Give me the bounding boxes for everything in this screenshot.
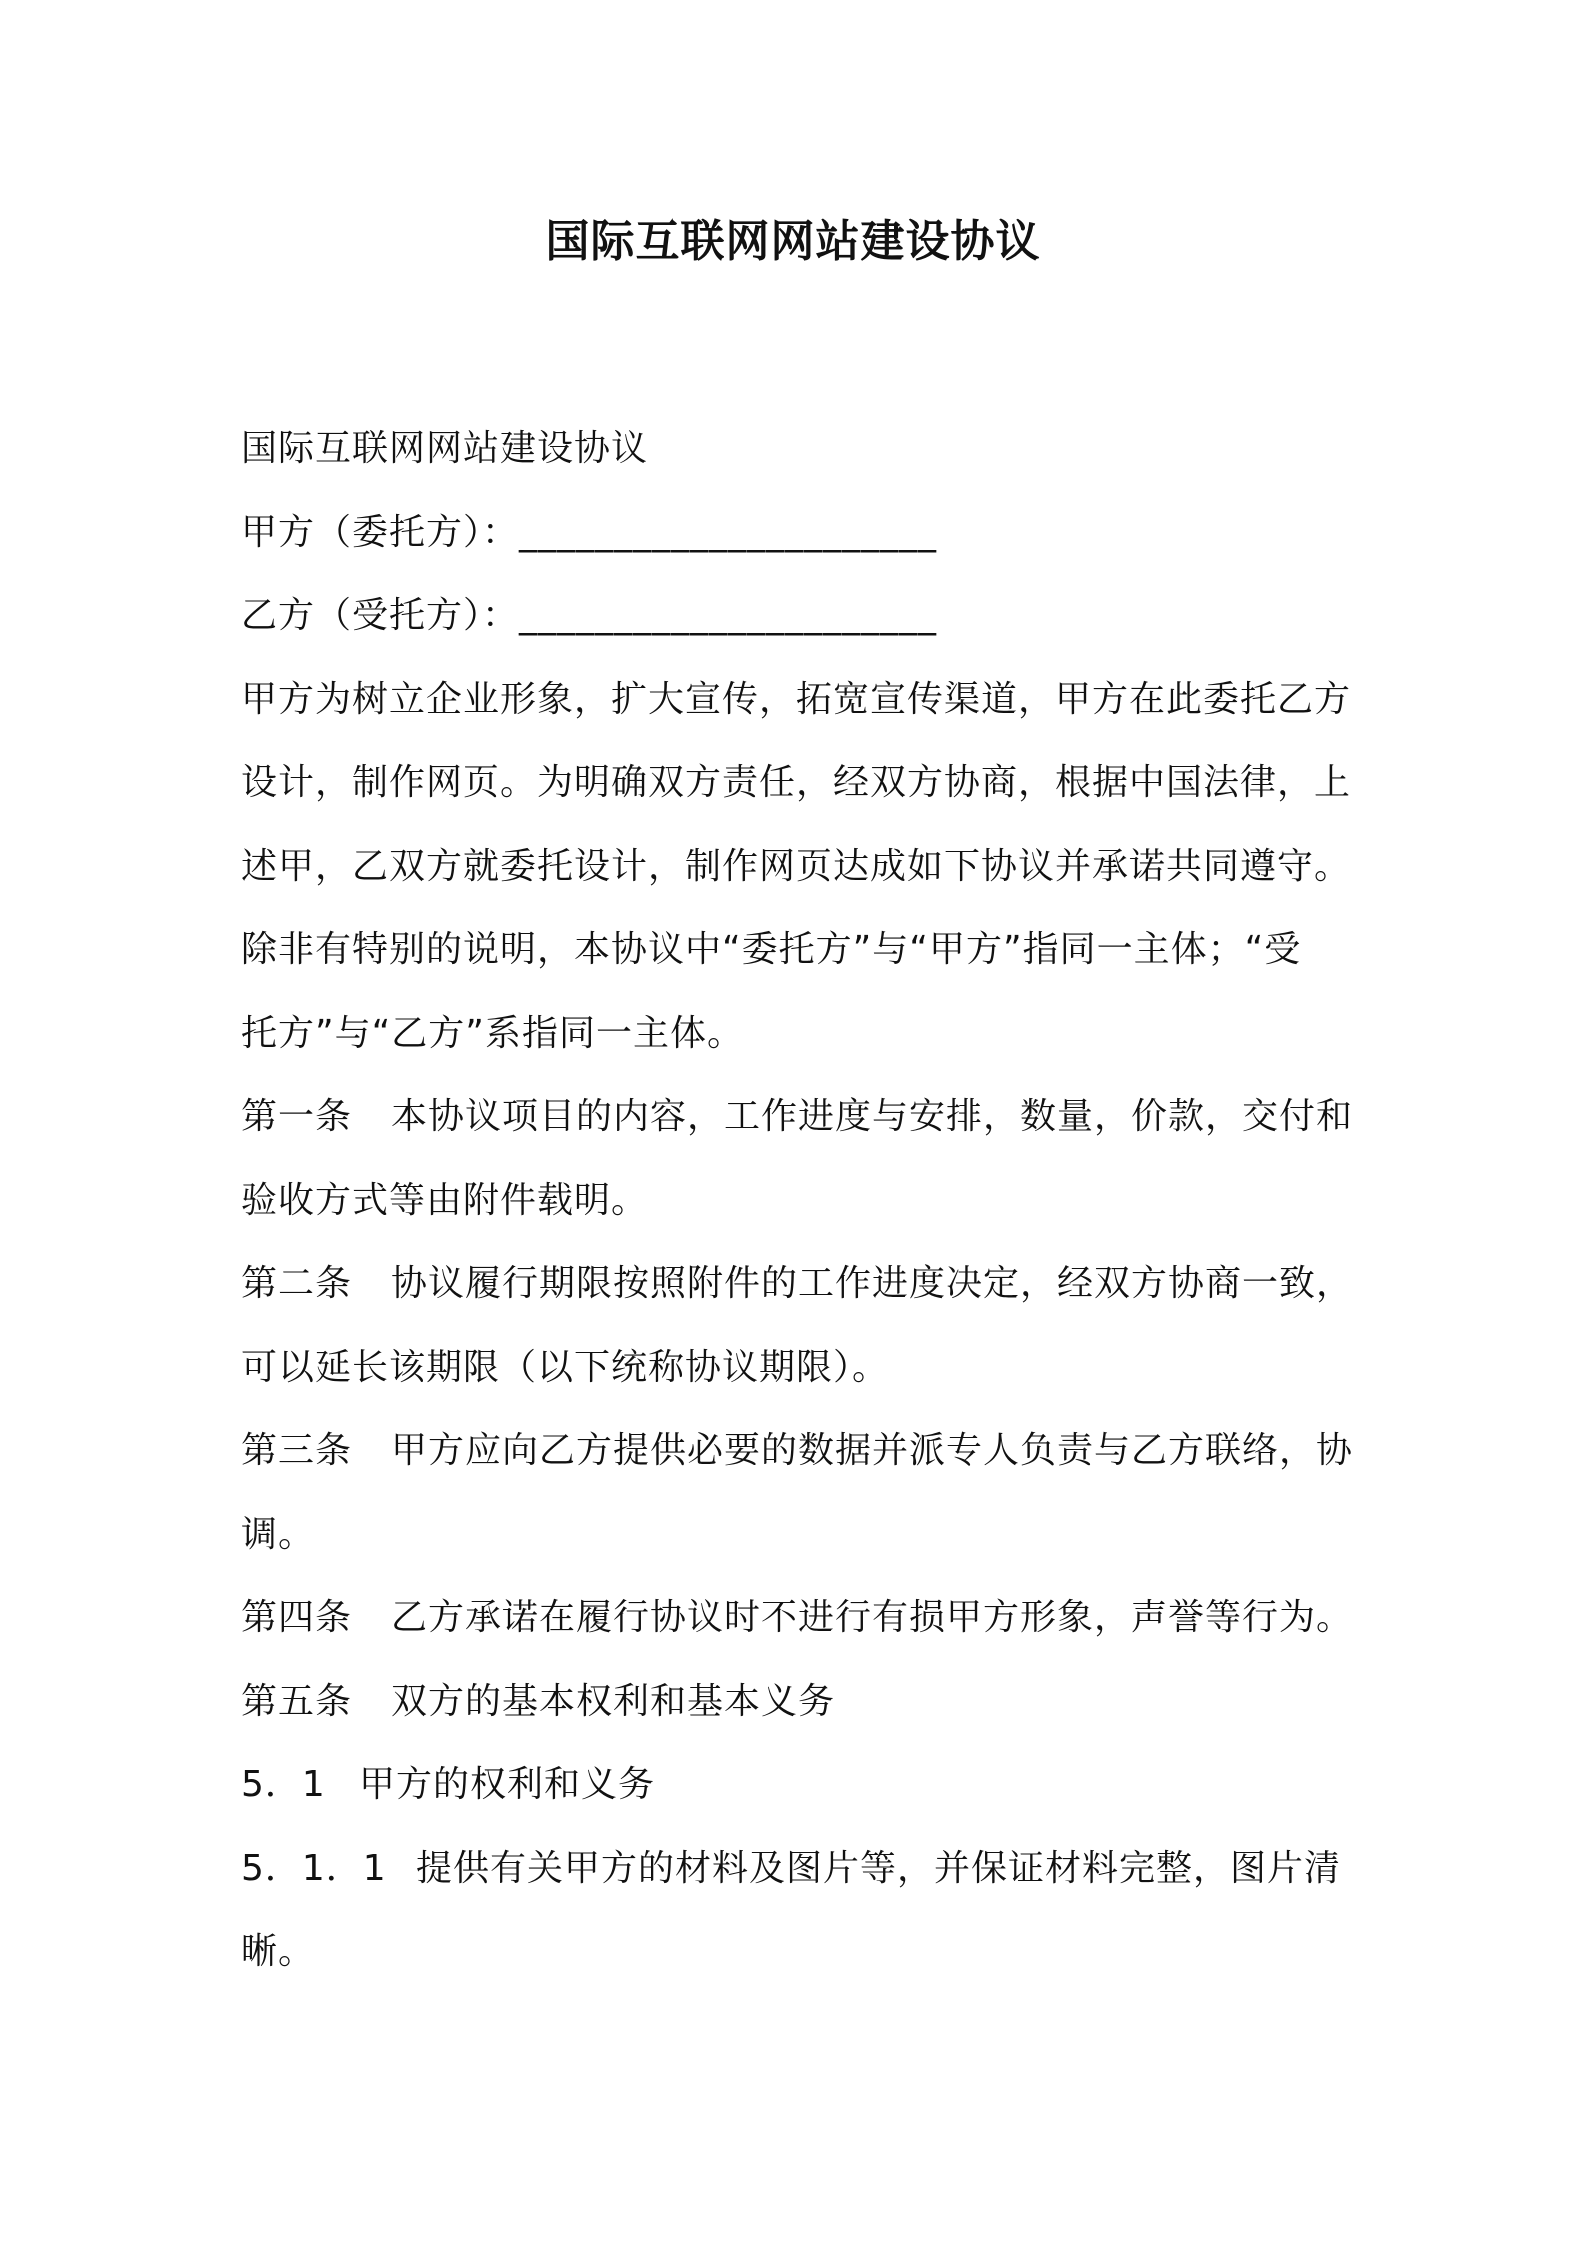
article-4 xyxy=(241,1576,1361,1660)
section-5-1 xyxy=(241,1743,1361,1827)
section-number: 5．1．1 xyxy=(241,1847,387,1889)
article-1 xyxy=(241,1075,1361,1242)
article-3 xyxy=(241,1409,1361,1576)
preamble-line: 托方”与“乙方”系指同一主体。 xyxy=(241,1012,744,1054)
article-number: 第四条 xyxy=(241,1597,353,1638)
article-number: 第三条 xyxy=(241,1430,353,1471)
article-line: 可以延长该期限（以下统称协议期限）。 xyxy=(241,1346,890,1388)
preamble-line: 甲方为树立企业形象，扩大宣传，拓宽宣传渠道，甲方在此委托乙方 xyxy=(241,678,1352,720)
article-text: 甲方应向乙方提供必要的数据并派专人负责与乙方联络，协 xyxy=(391,1430,1354,1471)
article-text: 本协议项目的内容，工作进度与安排，数量，价款，交付和 xyxy=(391,1096,1354,1137)
party-a-line: 甲方（委托方）：______________________ xyxy=(241,511,938,553)
section-5-1-1 xyxy=(241,1827,1361,1994)
document-title: 国际互联网网站建设协议 xyxy=(545,216,1041,267)
preamble xyxy=(241,658,1361,1076)
article-line: 验收方式等由附件载明。 xyxy=(241,1179,649,1221)
article-text: 协议履行期限按照附件的工作进度决定，经双方协商一致， xyxy=(391,1263,1354,1304)
preamble-line: 述甲，乙双方就委托设计，制作网页达成如下协议并承诺共同遵守。 xyxy=(241,845,1352,887)
document-subtitle: 国际互联网网站建设协议 xyxy=(241,428,649,469)
article-text: 乙方承诺在履行协议时不进行有损甲方形象，声誉等行为。 xyxy=(391,1597,1354,1638)
article-number: 第五条 xyxy=(241,1680,353,1722)
article-number: 第一条 xyxy=(241,1096,353,1137)
section-line: 晰。 xyxy=(241,1931,316,1972)
article-line xyxy=(241,1409,1361,1493)
section-line xyxy=(241,1827,1361,1911)
article-line xyxy=(241,1660,1361,1744)
article-2 xyxy=(241,1242,1361,1409)
document-body xyxy=(241,407,1361,1994)
article-line xyxy=(241,1242,1361,1326)
preamble-line: 除非有特别的说明，本协议中“委托方”与“甲方”指同一主体；“受 xyxy=(241,929,1302,970)
article-line xyxy=(241,1075,1361,1159)
article-text: 双方的基本权利和基本义务 xyxy=(391,1680,836,1722)
article-line: 调。 xyxy=(241,1513,316,1555)
article-line xyxy=(241,1576,1361,1660)
section-line xyxy=(241,1743,1361,1827)
preamble-line: 设计，制作网页。为明确双方责任，经双方协商，根据中国法律，上 xyxy=(241,762,1352,803)
section-text: 提供有关甲方的材料及图片等，并保证材料完整，图片清 xyxy=(416,1847,1342,1889)
section-text: 甲方的权利和义务 xyxy=(359,1764,656,1805)
party-b-line: 乙方（受托方）：______________________ xyxy=(241,595,938,636)
section-number: 5．1 xyxy=(241,1764,326,1805)
article-number: 第二条 xyxy=(241,1263,353,1304)
article-5 xyxy=(241,1660,1361,1744)
